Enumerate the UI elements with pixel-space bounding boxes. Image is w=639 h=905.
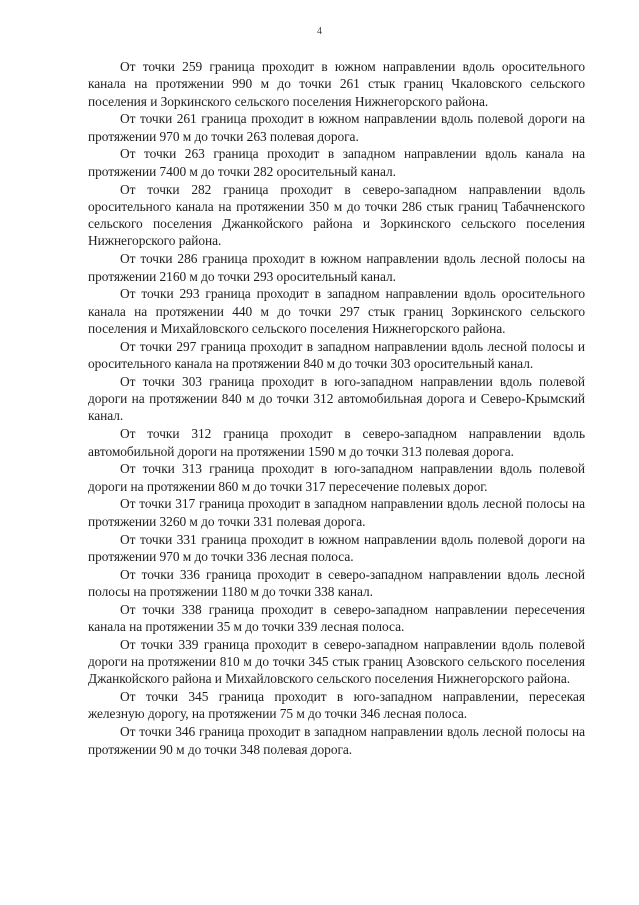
paragraph-2: От точки 261 граница проходит в южном направлении вдоль полевой дороги на протяжении 970 м до точки 263 полевая дорога. (88, 111, 585, 144)
paragraph-6: От точки 293 граница проходит в западном направлении вдоль оросительного канала на протяжении 440 м до точки 297 стык границ Зоркинского сельского поселения и Михайловского сельского поселения Нижнегорского района. (88, 286, 585, 336)
paragraph-9: От точки 312 граница проходит в северо-западном направлении вдоль автомобильной дороги на протяжении 1590 м до точки 313 полевая дорога. (88, 426, 585, 459)
paragraph-10: От точки 313 граница проходит в юго-западном направлении вдоль полевой дороги на протяжении 860 м до точки 317 пересечение полевых дорог. (88, 461, 585, 494)
paragraph-13: От точки 336 граница проходит в северо-западном направлении вдоль лесной полосы на протяжении 1180 м до точки 338 канал. (88, 566, 585, 599)
paragraph-15: От точки 339 граница проходит в северо-западном направлении вдоль полевой дороги на протяжении 810 м до точки 345 стык границ Азовского сельского поселения Джанкойского района и Михайловского сельского поселения Нижнегорского района. (88, 636, 585, 687)
paragraph-7: От точки 297 граница проходит в западном направлении вдоль лесной полосы и оросительного канала на протяжении 840 м до точки 303 оросительный канал. (88, 338, 585, 372)
paragraph-16: От точки 345 граница проходит в юго-западном направлении, пересекая железную дорогу, на протяжении 75 м до точки 346 лесная полоса. (88, 689, 585, 722)
paragraph-8: От точки 303 граница проходит в юго-западном направлении вдоль полевой дороги на протяжении 840 м до точки 312 автомобильная дорога и Северо-Крымский канал. (88, 373, 585, 424)
paragraph-5: От точки 286 граница проходит в южном направлении вдоль лесной полосы на протяжении 2160 м до точки 293 оросительный канал. (88, 251, 585, 284)
paragraph-1: От точки 259 граница проходит в южном направлении вдоль оросительного канала на протяжении 990 м до точки 261 стык границ Чкаловского сельского поселения и Зоркинского сельского поселения Нижнегорского района. (88, 59, 585, 109)
paragraph-12: От точки 331 граница проходит в южном направлении вдоль полевой дороги на протяжении 970 м до точки 336 лесная полоса. (88, 531, 585, 564)
paragraph-11: От точки 317 граница проходит в западном направлении вдоль лесной полосы на протяжении 3260 м до точки 331 полевая дорога. (88, 496, 585, 529)
paragraph-4: От точки 282 граница проходит в северо-западном направлении вдоль оросительного канала на протяжении 350 м до точки 286 стык границ Табачненского сельского поселения Джанкойского района и Зоркинского сельского поселения Нижнегорского района. (88, 181, 585, 249)
paragraph-14: От точки 338 граница проходит в северо-западном направлении пересечения канала на протяжении 35 м до точки 339 лесная полоса. (88, 601, 585, 634)
paragraph-17: От точки 346 граница проходит в западном направлении вдоль лесной полосы на протяжении 90 м до точки 348 полевая дорога. (88, 724, 585, 757)
document-body (88, 58, 585, 758)
page-number: 4 (317, 26, 322, 37)
paragraph-3: От точки 263 граница проходит в западном направлении вдоль канала на протяжении 7400 м до точки 282 оросительный канал. (88, 146, 585, 179)
